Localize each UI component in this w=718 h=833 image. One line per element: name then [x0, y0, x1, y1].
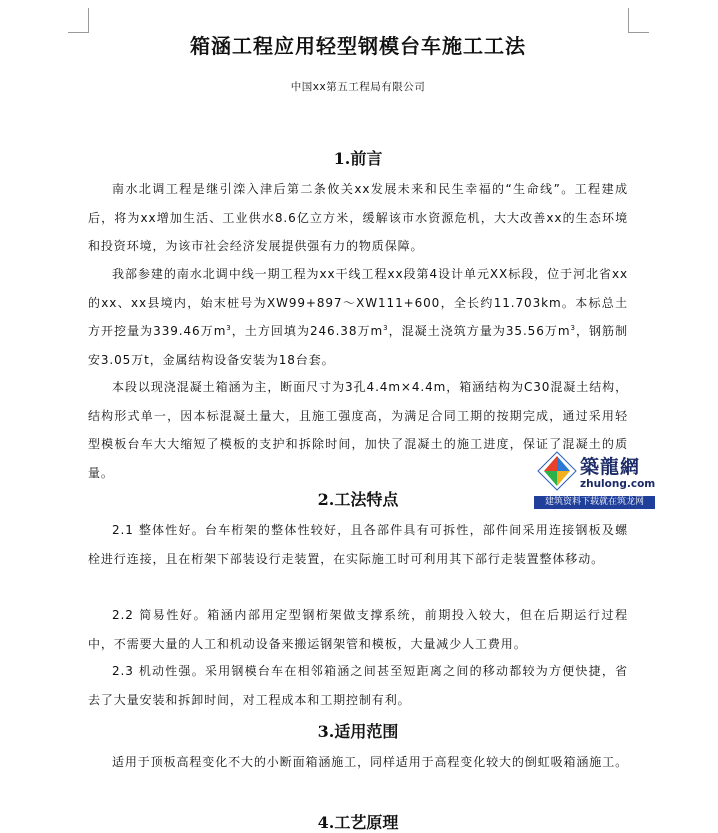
document-author: 中国xx第五工程局有限公司: [290, 81, 426, 93]
watermark-slogan-bar: 建筑资料下载就在筑龙网: [534, 496, 655, 509]
watermark-url: zhulong.com: [580, 478, 656, 490]
section-heading-preface: 1.前言: [333, 149, 383, 168]
superscript-cubic-1: 3: [226, 324, 232, 333]
zhulong-watermark: [530, 448, 655, 510]
zhulong-logo-icon: [536, 450, 578, 492]
paragraph-preface-2-text-d: ，钢筋制安3.05万t，金属结构设备安装为18台套。: [88, 324, 628, 367]
section-heading-principle: 4.工艺原理: [317, 813, 399, 832]
document-title: 箱涵工程应用轻型钢模台车施工工法: [190, 34, 526, 58]
page-corner-mark-top-left: [68, 8, 89, 33]
paragraph-preface-2-text-a: 我部参建的南水北调中线一期工程为xx干线工程xx段第4设计单元XX标段，位于河北省xx的xx、xx县境内，始末桩号为XW99+897～XW111+600，全长约11.703km。本标总土方开挖量为339.46万m: [88, 267, 628, 339]
section-heading-features: 2.工法特点: [317, 490, 399, 509]
paragraph-preface-2-text-c: ，混凝土浇筑方量为35.56万m: [388, 324, 571, 339]
superscript-cubic-2: 3: [383, 324, 389, 333]
superscript-cubic-3: 3: [570, 324, 576, 333]
section-heading-scope: 3.适用范围: [317, 722, 399, 741]
watermark-brand-name: 築龍網: [580, 456, 641, 478]
paragraph-preface-3: 本段以现浇混凝土箱涵为主，断面尺寸为3孔4.4m×4.4m，箱涵结构为C30混凝土结构，结构形式单一，因本标混凝土量大，且施工强度高，为满足合同工期的按期完成，通过采用轻型模板台车大大缩短了模板的支护和拆除时间，加快了混凝土的施工进度，保证了混凝土的质量。: [88, 380, 628, 480]
paragraph-preface-2-text-b: ，土方回填为246.38万m: [231, 324, 384, 339]
page-corner-mark-top-right: [628, 8, 649, 33]
paragraph-feature-2-2: 2.2 简易性好。箱涵内部用定型钢桁架做支撑系统，前期投入较大，但在后期运行过程中，不需要大量的人工和机动设备来搬运钢架管和模板，大量减少人工费用。: [88, 608, 628, 651]
paragraph-feature-2-3: 2.3 机动性强。采用钢模台车在相邻箱涵之间甚至短距离之间的移动都较为方便快捷，省去了大量安装和拆卸时间，对工程成本和工期控制有利。: [88, 664, 628, 707]
paragraph-preface-2: [88, 260, 628, 374]
paragraph-scope: 适用于顶板高程变化不大的小断面箱涵施工，同样适用于高程变化较大的倒虹吸箱涵施工。: [112, 755, 629, 769]
paragraph-preface-1: 南水北调工程是继引滦入津后第二条攸关xx发展未来和民生幸福的“生命线”。工程建成后，将为xx增加生活、工业供水8.6亿立方米，缓解该市水资源危机，大大改善xx的生态环境和投资环境，为该市社会经济发展提供强有力的物质保障。: [88, 182, 628, 254]
paragraph-feature-2-1: 2.1 整体性好。台车桁架的整体性较好，且各部件具有可拆性，部件间采用连接钢板及螺栓进行连接，且在桁架下部装设行走装置，在实际施工时可利用其下部行走装置整体移动。: [88, 523, 628, 566]
